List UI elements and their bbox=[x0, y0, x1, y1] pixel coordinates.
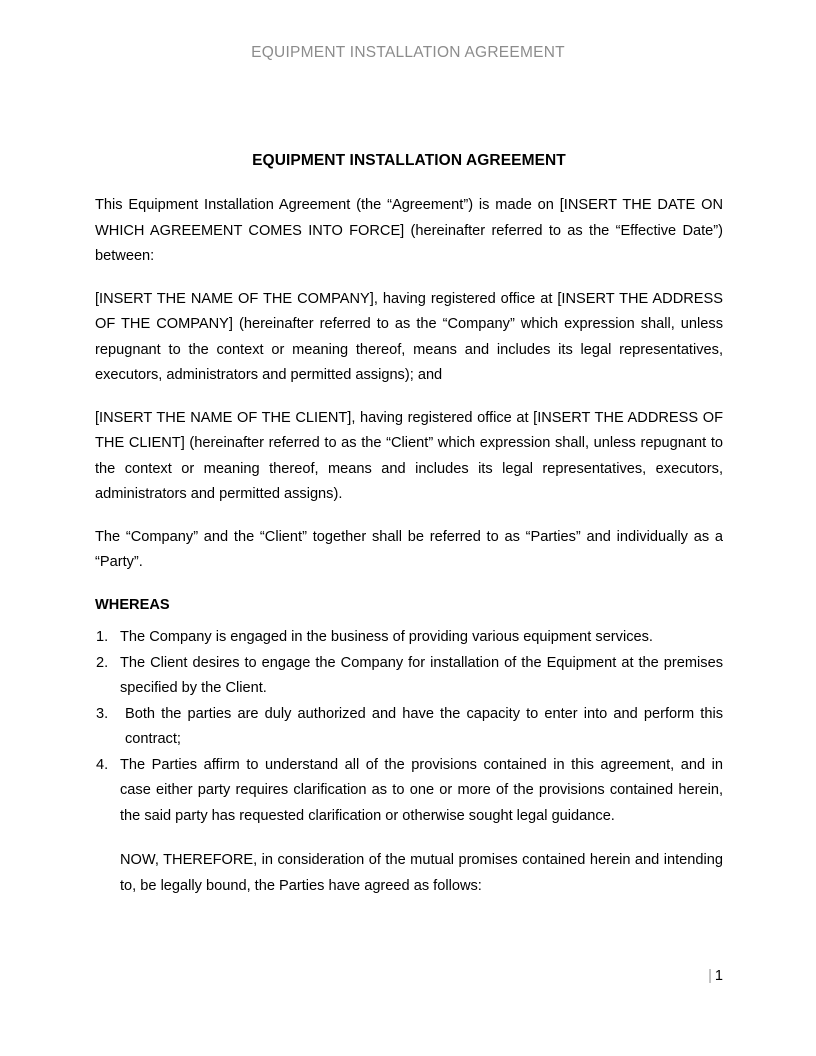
page-number: 1 bbox=[714, 968, 723, 984]
paragraph-now-therefore: NOW, THEREFORE, in consideration of the mutual promises contained herein and intending to, be legally bound, the Parties have agreed as follows: bbox=[120, 852, 723, 894]
whereas-heading: WHEREAS bbox=[95, 596, 170, 613]
paragraph-parties-definition: The “Company” and the “Client” together shall be referred to as “Parties” and individually as a “Party”. bbox=[95, 528, 723, 570]
document-body bbox=[95, 152, 723, 899]
running-header: EQUIPMENT INSTALLATION AGREEMENT bbox=[251, 44, 565, 61]
paragraph-client-party: [INSERT THE NAME OF THE CLIENT], having registered office at [INSERT THE ADDRESS OF THE CLIENT] (hereinafter referred to as the “Client” which expression shall, unless repugnant to the context or meaning thereof, means and includes its legal representatives, executors, administrators and permitted assigns). bbox=[95, 409, 723, 502]
page-footer bbox=[95, 968, 723, 984]
whereas-clause-list bbox=[95, 625, 723, 829]
footer-separator: | bbox=[708, 968, 712, 984]
paragraph-company-party: [INSERT THE NAME OF THE COMPANY], having registered office at [INSERT THE ADDRESS OF THE COMPANY] (hereinafter referred to as the “Company” which expression shall, unless repugnant to the context or meaning thereof, means and includes its legal representatives, executors, administrators and permitted assigns); and bbox=[95, 290, 723, 383]
list-item: Both the parties are duly authorized and have the capacity to enter into and perform this contract; bbox=[125, 705, 723, 747]
page-title: EQUIPMENT INSTALLATION AGREEMENT bbox=[252, 152, 566, 169]
paragraph-recital-date: This Equipment Installation Agreement (the “Agreement”) is made on [INSERT THE DATE ON WHICH AGREEMENT COMES INTO FORCE] (hereinafter referred to as the “Effective Date”) between: bbox=[95, 197, 723, 264]
list-item: The Client desires to engage the Company for installation of the Equipment at the premises specified by the Client. bbox=[120, 654, 723, 696]
list-item: The Company is engaged in the business of providing various equipment services. bbox=[120, 629, 653, 645]
list-item: The Parties affirm to understand all of the provisions contained in this agreement, and in case either party requires clarification as to one or more of the provisions contained herein, the said party has requested clarification or otherwise sought legal guidance. bbox=[120, 756, 723, 824]
